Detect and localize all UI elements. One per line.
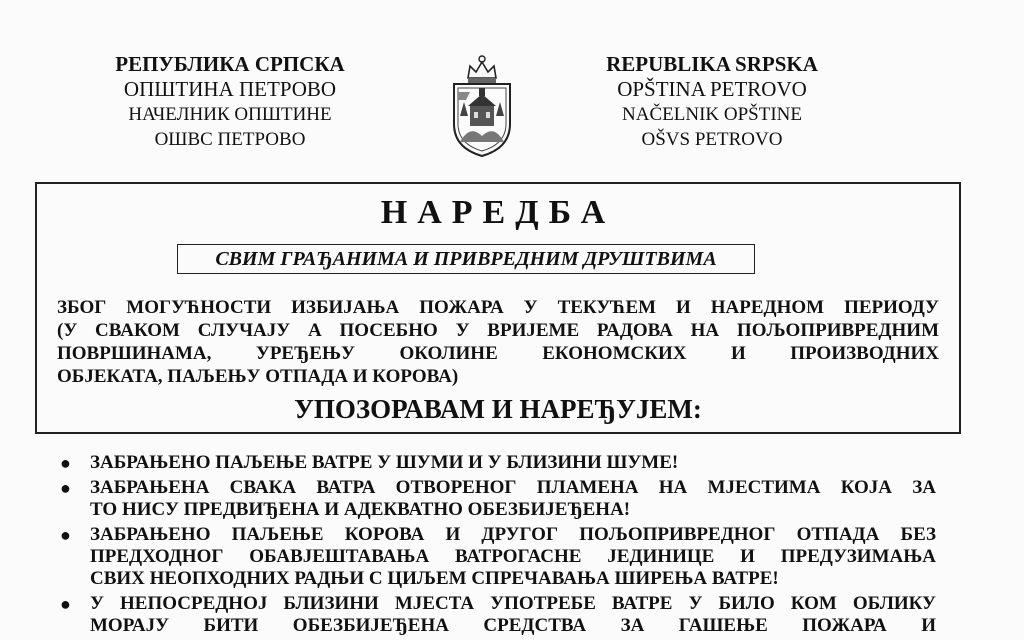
list-item	[56, 524, 936, 590]
list-item-line: ТО НИСУ ПРЕДВИЂЕНА И АДЕКВАТНО ОБЕЗБИЈЕЂЕНА!	[90, 499, 631, 520]
header-right-line3: NAČELNIK OPŠTINE	[622, 104, 802, 125]
header-right-line1: REPUBLIKA SRPSKA	[606, 52, 818, 76]
bullet-icon: ●	[60, 453, 71, 473]
list-item	[56, 593, 936, 637]
header-latin	[572, 52, 852, 152]
bullet-icon: ●	[60, 594, 71, 614]
bullet-icon: ●	[60, 525, 71, 545]
list-item	[56, 452, 936, 474]
reason-line: ОБЈЕКАТА, ПАЉЕЊУ ОТПАДА И КОРОВА)	[57, 366, 459, 387]
header-right-line2: OPŠTINA PETROVO	[617, 77, 807, 101]
reason-line: (У СВАКОМ СЛУЧАЈУ А ПОСЕБНО У ВРИЈЕМЕ РАДОВА НА ПОЉОПРИВРЕДНИМ	[57, 320, 939, 341]
header-left-line3: НАЧЕЛНИК ОПШТИНЕ	[128, 104, 332, 125]
notice-frame	[35, 182, 961, 434]
reason-paragraph	[57, 296, 939, 388]
list-item	[56, 477, 936, 521]
document-header	[0, 52, 1024, 162]
order-list	[56, 452, 936, 640]
reason-line: ЗБОГ МОГУЋНОСТИ ИЗБИЈАЊА ПОЖАРА У ТЕКУЋЕМ И НАРЕДНОМ ПЕРИОДУ	[57, 297, 939, 318]
list-item-line: СВИХ НЕОПХОДНИХ РАДЊИ С ЦИЉЕМ СПРЕЧАВАЊА ШИРЕЊА ВАТРЕ!	[90, 568, 779, 589]
header-left-line1: РЕПУБЛИКА СРПСКА	[115, 52, 345, 76]
header-cyrillic	[95, 52, 365, 152]
header-left-line4: ОШВС ПЕТРОВО	[154, 129, 306, 150]
coat-of-arms-icon	[440, 52, 524, 160]
header-right-line4: OŠVS PETROVO	[641, 129, 783, 150]
bullet-icon: ●	[60, 478, 71, 498]
command-heading: УПОЗОРАВАМ И НАРЕЂУЈЕМ:	[294, 394, 702, 424]
list-item-line: ЗАБРАЊЕНО ПАЉЕЊЕ КОРОВА И ДРУГОГ ПОЉОПРИВРЕДНОГ ОТПАДА БЕЗ	[90, 524, 936, 545]
list-item-line: ЗАБРАЊЕНО ПАЉЕЊЕ ВАТРЕ У ШУМИ И У БЛИЗИНИ ШУМЕ!	[90, 452, 679, 473]
header-left-line2: ОПШТИНА ПЕТРОВО	[123, 77, 337, 101]
addressee-box: СВИМ ГРАЂАНИМА И ПРИВРЕДНИМ ДРУШТВИМА	[177, 244, 755, 274]
list-item-line: ЗАБРАЊЕНА СВАКА ВАТРА ОТВОРЕНОГ ПЛАМЕНА НА МЈЕСТИМА КОЈА ЗА	[90, 477, 936, 498]
reason-line: ПОВРШИНАМА, УРЕЂЕЊУ ОКОЛИНЕ ЕКОНОМСКИХ И ПРОИЗВОДНИХ	[57, 343, 939, 364]
list-item-line: ПРЕДХОДНОГ ОБАВЈЕШТАВАЊА ВАТРОГАСНЕ ЈЕДИНИЦЕ И ПРЕДУЗИМАЊА	[90, 546, 936, 567]
notice-title: НАРЕДБА	[380, 194, 616, 231]
list-item-line: МОРАЈУ БИТИ ОБЕЗБИЈЕЂЕНА СРЕДСТВА ЗА ГАШЕЊЕ ПОЖАРА И	[90, 615, 936, 636]
list-item-line: У НЕПОСРЕДНОЈ БЛИЗИНИ МЈЕСТА УПОТРЕБЕ ВАТРЕ У БИЛО КОМ ОБЛИКУ	[90, 593, 936, 614]
